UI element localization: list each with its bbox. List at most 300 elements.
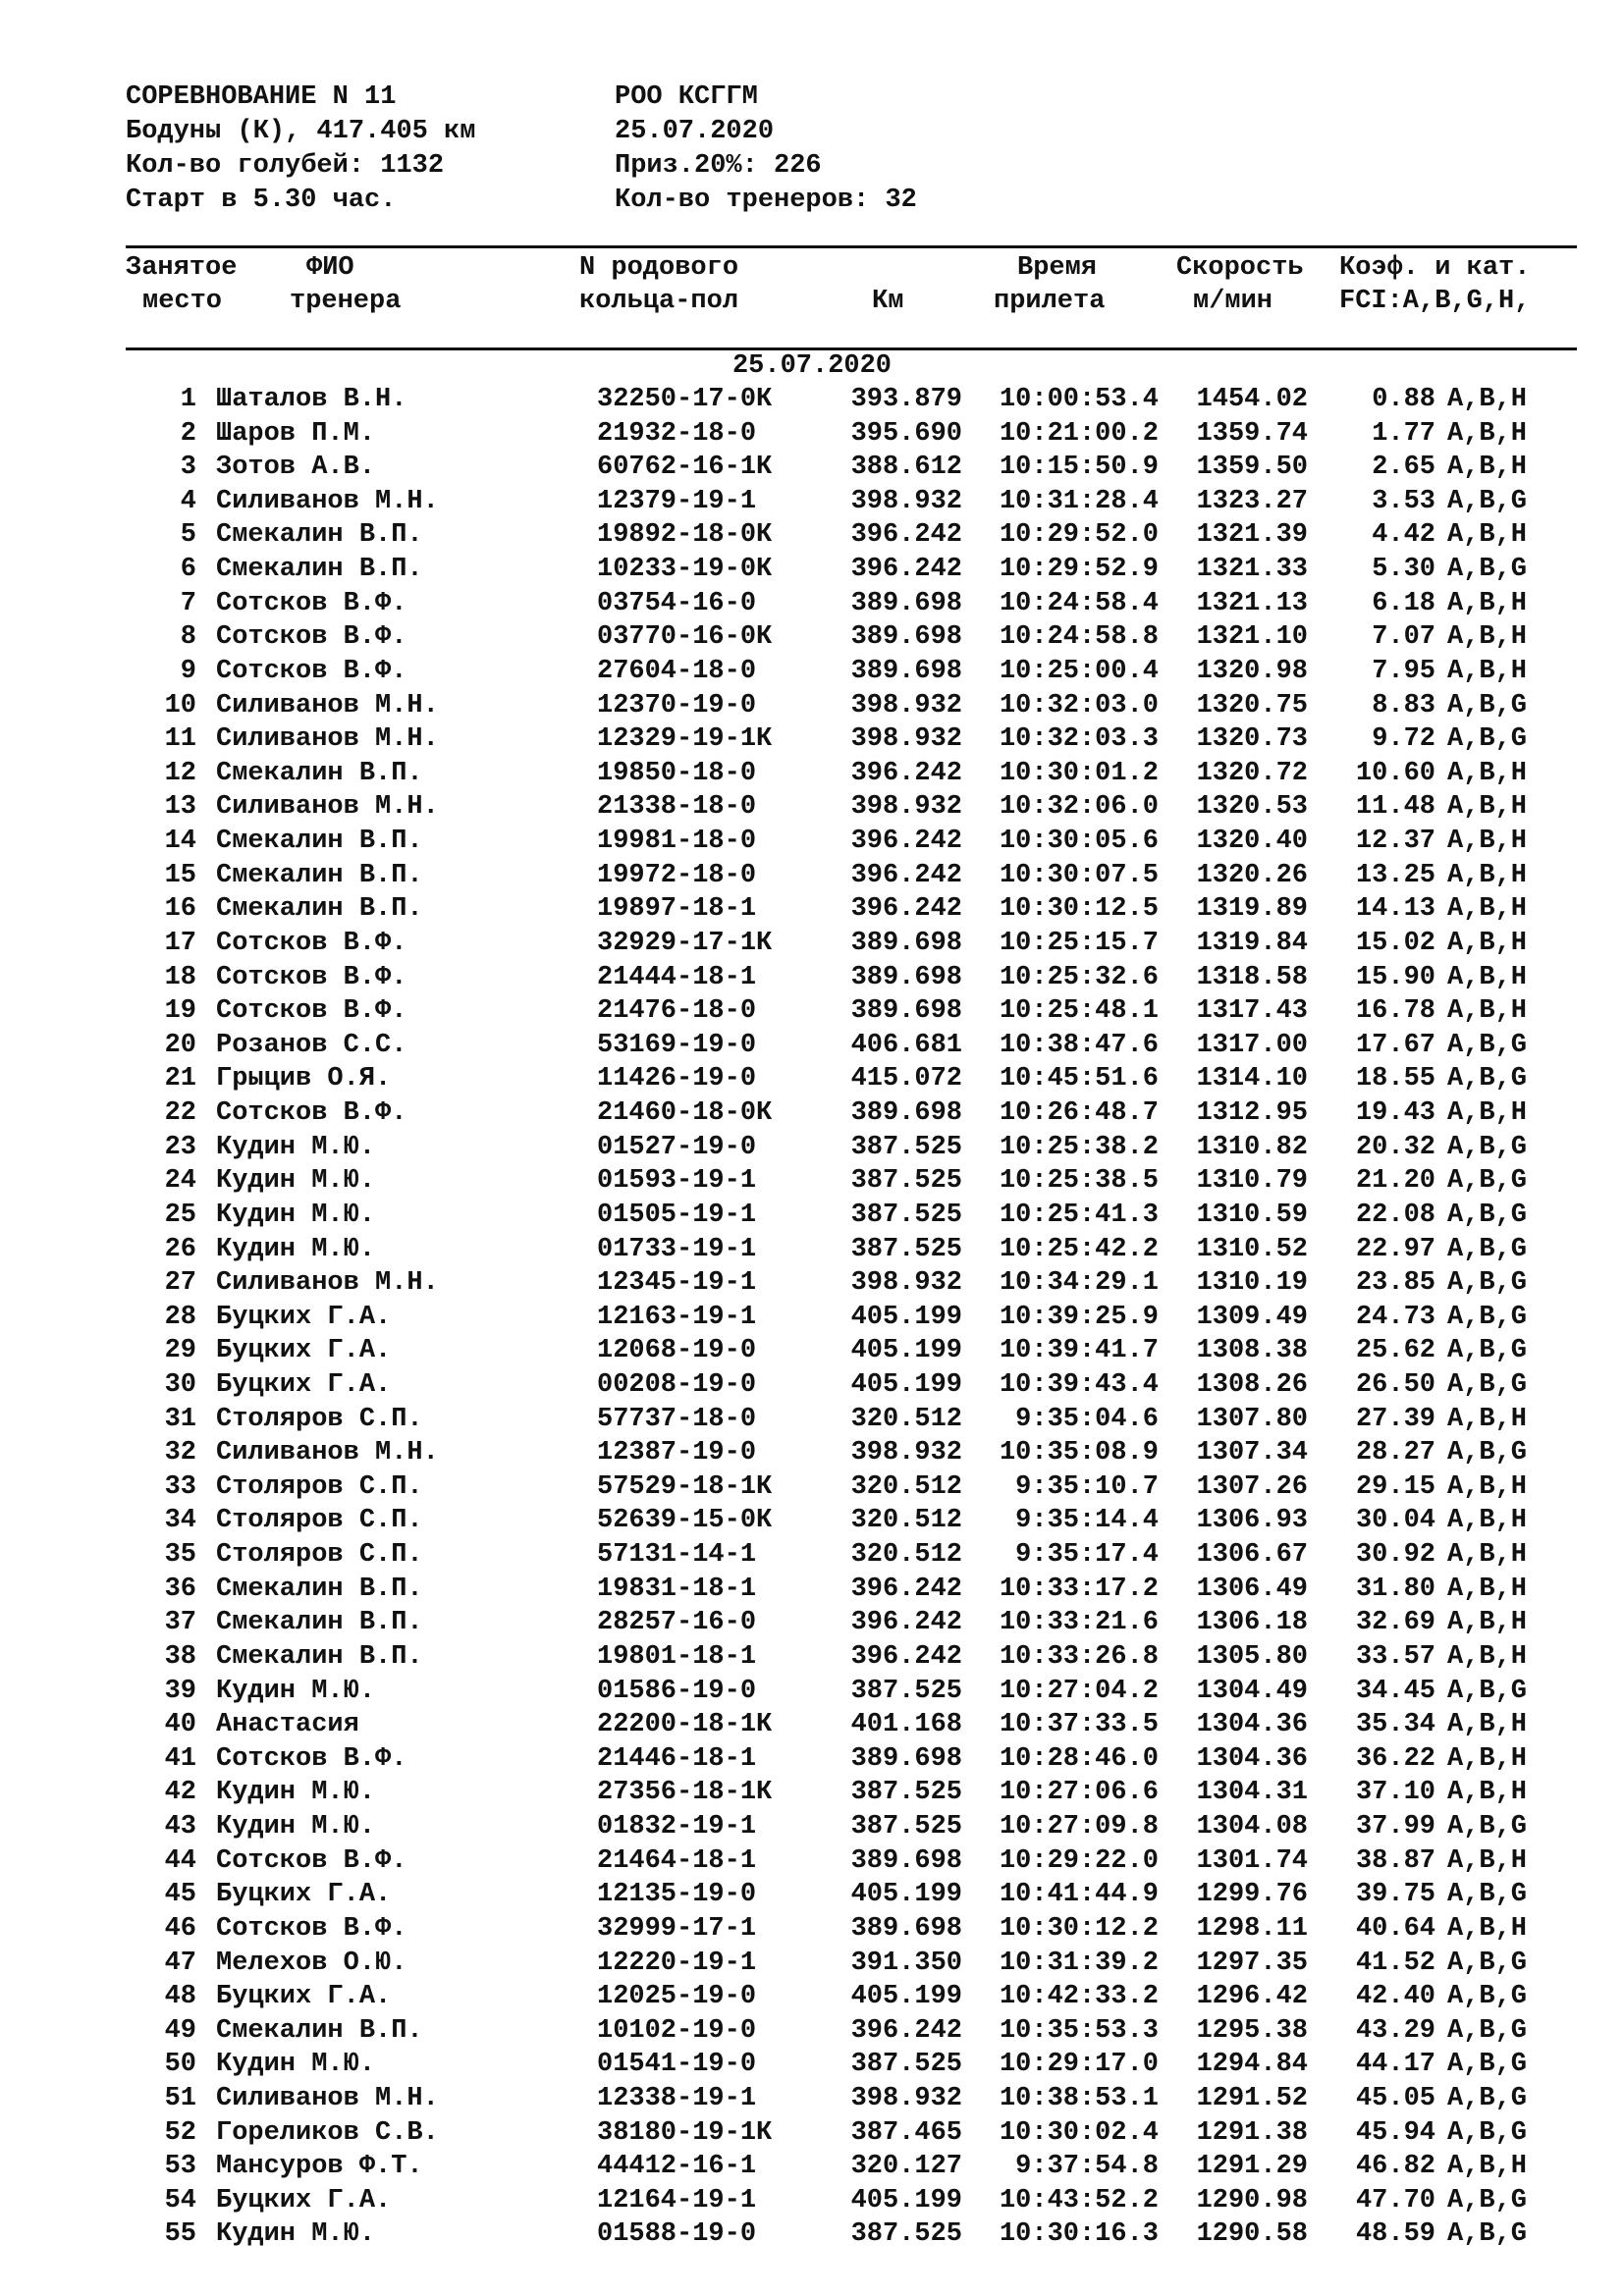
race-date: 25.07.2020 [615, 117, 775, 146]
distance-km-cell: 320.127 [850, 2152, 962, 2182]
place-cell: 19 [164, 996, 196, 1027]
table-row [0, 1470, 1624, 1505]
table-row [0, 961, 1624, 995]
speed-cell: 1320.73 [1196, 724, 1308, 755]
ring-number-cell: 10102-19-0 [597, 2015, 757, 2046]
trainer-name-cell: Смекалин В.П. [216, 1641, 423, 1672]
trainer-name-cell: Мансуров Ф.Т. [216, 2152, 423, 2182]
trainer-name-cell: Смекалин В.П. [216, 2015, 423, 2046]
ring-number-cell: 38180-19-1К [597, 2117, 773, 2148]
place-cell: 30 [164, 1369, 196, 1400]
category-cell: A,B,H [1447, 1641, 1528, 1672]
coefficient-cell: 32.69 [1355, 1608, 1435, 1638]
table-row [0, 994, 1624, 1029]
coefficient-cell: 9.72 [1372, 724, 1435, 755]
category-cell: A,B,H [1447, 622, 1528, 653]
category-cell: A,B,G [1447, 2050, 1528, 2080]
header-time-line2: прилета [994, 287, 1106, 316]
arrival-time-cell: 10:29:22.0 [999, 1845, 1159, 1876]
table-row [0, 2014, 1624, 2049]
table-row [0, 2184, 1624, 2218]
speed-cell: 1320.40 [1196, 827, 1308, 857]
distance-km-cell: 395.690 [850, 418, 962, 449]
trainer-name-cell: Зотов А.В. [216, 453, 376, 483]
ring-number-cell: 12379-19-1 [597, 486, 757, 516]
distance-km-cell: 387.525 [850, 1200, 962, 1230]
category-cell: A,B,H [1447, 928, 1528, 958]
coefficient-cell: 21.20 [1355, 1166, 1435, 1197]
category-cell: A,B,H [1447, 1743, 1528, 1774]
category-cell: A,B,H [1447, 385, 1528, 414]
trainer-name-cell: Кудин М.Ю. [216, 1676, 376, 1706]
trainer-name-cell: Смекалин В.П. [216, 758, 423, 788]
speed-cell: 1301.74 [1196, 1845, 1308, 1876]
arrival-time-cell: 10:38:47.6 [999, 1030, 1159, 1060]
speed-cell: 1321.10 [1196, 622, 1308, 653]
table-row [0, 1301, 1624, 1335]
ring-number-cell: 00208-19-0 [597, 1369, 757, 1400]
ring-number-cell: 01588-19-0 [597, 2219, 757, 2250]
distance-km-cell: 396.242 [850, 894, 962, 925]
distance-km-cell: 389.698 [850, 1743, 962, 1774]
coefficient-cell: 31.80 [1355, 1574, 1435, 1604]
trainer-name-cell: Силиванов М.Н. [216, 792, 439, 823]
ring-number-cell: 53169-19-0 [597, 1030, 757, 1060]
distance-km-cell: 320.512 [850, 1471, 962, 1502]
place-cell: 50 [164, 2050, 196, 2080]
distance-km-cell: 387.525 [850, 2050, 962, 2080]
speed-cell: 1304.08 [1196, 1812, 1308, 1842]
table-row [0, 553, 1624, 587]
arrival-time-cell: 10:33:26.8 [999, 1641, 1159, 1672]
distance-km-cell: 389.698 [850, 1913, 962, 1944]
table-row [0, 1742, 1624, 1777]
speed-cell: 1317.43 [1196, 996, 1308, 1027]
trainer-name-cell: Смекалин В.П. [216, 827, 423, 857]
arrival-time-cell: 10:29:17.0 [999, 2050, 1159, 2080]
header-km: Км [872, 287, 904, 316]
organization-name: РОО КСГГМ [615, 82, 758, 112]
place-cell: 26 [164, 1234, 196, 1264]
pigeon-count: Кол-во голубей: 1132 [126, 151, 445, 181]
coefficient-cell: 37.10 [1355, 1778, 1435, 1808]
ring-number-cell: 21446-18-1 [597, 1743, 757, 1774]
distance-km-cell: 398.932 [850, 690, 962, 721]
trainer-count: Кол-во тренеров: 32 [615, 186, 917, 215]
date-group-label: 25.07.2020 [731, 351, 893, 381]
table-row [0, 1029, 1624, 1063]
trainer-name-cell: Кудин М.Ю. [216, 2050, 376, 2080]
trainer-name-cell: Сотсков В.Ф. [216, 588, 407, 618]
category-cell: A,B,G [1447, 2185, 1528, 2216]
header-place-line1: Занятое [126, 253, 238, 283]
distance-km-cell: 396.242 [850, 860, 962, 890]
arrival-time-cell: 10:42:33.2 [999, 1982, 1159, 2012]
coefficient-cell: 18.55 [1355, 1064, 1435, 1095]
place-cell: 7 [180, 588, 196, 618]
ring-number-cell: 12163-19-1 [597, 1302, 757, 1332]
header-time-line1: Время [1017, 253, 1098, 283]
ring-number-cell: 12025-19-0 [597, 1982, 757, 2012]
place-cell: 10 [164, 690, 196, 721]
place-cell: 37 [164, 1608, 196, 1638]
coefficient-cell: 19.43 [1355, 1098, 1435, 1129]
distance-km-cell: 396.242 [850, 1641, 962, 1672]
place-cell: 24 [164, 1166, 196, 1197]
speed-cell: 1306.49 [1196, 1574, 1308, 1604]
category-cell: A,B,H [1447, 588, 1528, 618]
trainer-name-cell: Столяров С.П. [216, 1471, 423, 1502]
arrival-time-cell: 10:30:07.5 [999, 860, 1159, 890]
table-row [0, 2048, 1624, 2082]
ring-number-cell: 12135-19-0 [597, 1880, 757, 1910]
arrival-time-cell: 10:32:03.0 [999, 690, 1159, 721]
distance-km-cell: 393.879 [850, 385, 962, 414]
coefficient-cell: 22.08 [1355, 1200, 1435, 1230]
trainer-name-cell: Буцких Г.А. [216, 1369, 392, 1400]
speed-cell: 1304.31 [1196, 1778, 1308, 1808]
ring-number-cell: 21464-18-1 [597, 1845, 757, 1876]
trainer-name-cell: Буцких Г.А. [216, 1880, 392, 1910]
trainer-name-cell: Смекалин В.П. [216, 1574, 423, 1604]
coefficient-cell: 3.53 [1372, 486, 1435, 516]
arrival-time-cell: 10:39:41.7 [999, 1336, 1159, 1366]
ring-number-cell: 01586-19-0 [597, 1676, 757, 1706]
category-cell: A,B,H [1447, 453, 1528, 483]
speed-cell: 1304.36 [1196, 1710, 1308, 1740]
ring-number-cell: 19831-18-1 [597, 1574, 757, 1604]
distance-km-cell: 396.242 [850, 1574, 962, 1604]
trainer-name-cell: Гореликов С.В. [216, 2117, 439, 2148]
ring-number-cell: 12329-19-1К [597, 724, 773, 755]
distance-km-cell: 405.199 [850, 1369, 962, 1400]
header-speed-line1: Скорость [1176, 253, 1304, 283]
category-cell: A,B,G [1447, 555, 1528, 585]
table-row [0, 722, 1624, 757]
coefficient-cell: 26.50 [1355, 1369, 1435, 1400]
trainer-name-cell: Силиванов М.Н. [216, 1438, 439, 1468]
arrival-time-cell: 10:30:02.4 [999, 2117, 1159, 2148]
distance-km-cell: 387.525 [850, 1166, 962, 1197]
arrival-time-cell: 10:38:53.1 [999, 2084, 1159, 2113]
distance-km-cell: 387.525 [850, 1132, 962, 1162]
distance-km-cell: 389.698 [850, 996, 962, 1027]
category-cell: A,B,H [1447, 758, 1528, 788]
place-cell: 28 [164, 1302, 196, 1332]
coefficient-cell: 8.83 [1372, 690, 1435, 721]
coefficient-cell: 11.48 [1355, 792, 1435, 823]
table-row [0, 383, 1624, 417]
distance-km-cell: 405.199 [850, 1302, 962, 1332]
table-row [0, 1878, 1624, 1912]
arrival-time-cell: 10:33:21.6 [999, 1608, 1159, 1638]
distance-km-cell: 405.199 [850, 1880, 962, 1910]
place-cell: 51 [164, 2084, 196, 2113]
coefficient-cell: 25.62 [1355, 1336, 1435, 1366]
trainer-name-cell: Кудин М.Ю. [216, 1234, 376, 1264]
trainer-name-cell: Сотсков В.Ф. [216, 996, 407, 1027]
ring-number-cell: 03770-16-0К [597, 622, 773, 653]
table-row [0, 790, 1624, 825]
speed-cell: 1306.93 [1196, 1506, 1308, 1536]
coefficient-cell: 1.77 [1372, 418, 1435, 449]
ring-number-cell: 19981-18-0 [597, 827, 757, 857]
distance-km-cell: 389.698 [850, 1098, 962, 1129]
coefficient-cell: 5.30 [1372, 555, 1435, 585]
ring-number-cell: 57737-18-0 [597, 1404, 757, 1434]
category-cell: A,B,G [1447, 2219, 1528, 2250]
category-cell: A,B,H [1447, 1471, 1528, 1502]
trainer-name-cell: Смекалин В.П. [216, 860, 423, 890]
place-cell: 8 [180, 622, 196, 653]
table-row [0, 1573, 1624, 1607]
table-row [0, 1844, 1624, 1879]
trainer-name-cell: Смекалин В.П. [216, 520, 423, 551]
table-row [0, 1980, 1624, 2014]
distance-km-cell: 389.698 [850, 588, 962, 618]
table-row [0, 1504, 1624, 1538]
place-cell: 22 [164, 1098, 196, 1129]
category-cell: A,B,H [1447, 827, 1528, 857]
trainer-name-cell: Сотсков В.Ф. [216, 1845, 407, 1876]
place-cell: 55 [164, 2219, 196, 2250]
category-cell: A,B,H [1447, 1845, 1528, 1876]
speed-cell: 1310.82 [1196, 1132, 1308, 1162]
coefficient-cell: 7.07 [1372, 622, 1435, 653]
coefficient-cell: 6.18 [1372, 588, 1435, 618]
speed-cell: 1299.76 [1196, 1880, 1308, 1910]
distance-km-cell: 389.698 [850, 928, 962, 958]
distance-km-cell: 320.512 [850, 1506, 962, 1536]
arrival-time-cell: 9:37:54.8 [1015, 2152, 1159, 2182]
coefficient-cell: 47.70 [1355, 2185, 1435, 2216]
table-row [0, 1266, 1624, 1301]
header-coef-line1: Коэф. и кат. [1339, 253, 1531, 283]
trainer-name-cell: Сотсков В.Ф. [216, 1743, 407, 1774]
trainer-name-cell: Кудин М.Ю. [216, 1778, 376, 1808]
arrival-time-cell: 10:30:01.2 [999, 758, 1159, 788]
coefficient-cell: 45.94 [1355, 2117, 1435, 2148]
category-cell: A,B,G [1447, 486, 1528, 516]
coefficient-cell: 12.37 [1355, 827, 1435, 857]
header-speed-line2: м/мин [1193, 287, 1273, 316]
speed-cell: 1312.95 [1196, 1098, 1308, 1129]
table-row [0, 927, 1624, 961]
place-cell: 52 [164, 2117, 196, 2148]
place-cell: 32 [164, 1438, 196, 1468]
speed-cell: 1310.59 [1196, 1200, 1308, 1230]
ring-number-cell: 21338-18-0 [597, 792, 757, 823]
coefficient-cell: 0.88 [1372, 385, 1435, 414]
trainer-name-cell: Сотсков В.Ф. [216, 1913, 407, 1944]
category-cell: A,B,H [1447, 1098, 1528, 1129]
trainer-name-cell: Мелехов О.Ю. [216, 1948, 407, 1978]
header-ring-line1: N родового [579, 253, 739, 283]
table-row [0, 2217, 1624, 2252]
category-cell: A,B,G [1447, 2117, 1528, 2148]
speed-cell: 1309.49 [1196, 1302, 1308, 1332]
place-cell: 31 [164, 1404, 196, 1434]
prize-count: Приз.20%: 226 [615, 151, 822, 181]
arrival-time-cell: 10:30:12.5 [999, 894, 1159, 925]
arrival-time-cell: 10:30:16.3 [999, 2219, 1159, 2250]
coefficient-cell: 4.42 [1372, 520, 1435, 551]
coefficient-cell: 30.92 [1355, 1540, 1435, 1571]
speed-cell: 1321.33 [1196, 555, 1308, 585]
trainer-name-cell: Кудин М.Ю. [216, 1812, 376, 1842]
trainer-name-cell: Силиванов М.Н. [216, 724, 439, 755]
ring-number-cell: 28257-16-0 [597, 1608, 757, 1638]
ring-number-cell: 44412-16-1 [597, 2152, 757, 2182]
distance-km-cell: 415.072 [850, 1064, 962, 1095]
ring-number-cell: 01541-19-0 [597, 2050, 757, 2080]
header-name-line2: тренера [290, 287, 402, 316]
speed-cell: 1294.84 [1196, 2050, 1308, 2080]
distance-km-cell: 391.350 [850, 1948, 962, 1978]
speed-cell: 1290.58 [1196, 2219, 1308, 2250]
speed-cell: 1319.89 [1196, 894, 1308, 925]
trainer-name-cell: Шаталов В.Н. [216, 385, 407, 414]
distance-km-cell: 396.242 [850, 758, 962, 788]
arrival-time-cell: 10:30:05.6 [999, 827, 1159, 857]
trainer-name-cell: Буцких Г.А. [216, 1302, 392, 1332]
speed-cell: 1297.35 [1196, 1948, 1308, 1978]
arrival-time-cell: 10:34:29.1 [999, 1268, 1159, 1299]
coefficient-cell: 24.73 [1355, 1302, 1435, 1332]
coefficient-cell: 20.32 [1355, 1132, 1435, 1162]
race-point-distance: Бодуны (К), 417.405 км [126, 117, 476, 146]
trainer-name-cell: Кудин М.Ю. [216, 1200, 376, 1230]
trainer-name-cell: Смекалин В.П. [216, 1608, 423, 1638]
coefficient-cell: 34.45 [1355, 1676, 1435, 1706]
table-row [0, 859, 1624, 893]
coefficient-cell: 43.29 [1355, 2015, 1435, 2046]
place-cell: 41 [164, 1743, 196, 1774]
arrival-time-cell: 10:28:46.0 [999, 1743, 1159, 1774]
coefficient-cell: 23.85 [1355, 1268, 1435, 1299]
distance-km-cell: 387.525 [850, 1676, 962, 1706]
trainer-name-cell: Смекалин В.П. [216, 555, 423, 585]
coefficient-cell: 48.59 [1355, 2219, 1435, 2250]
speed-cell: 1359.74 [1196, 418, 1308, 449]
speed-cell: 1321.39 [1196, 520, 1308, 551]
table-row [0, 1164, 1624, 1199]
table-row [0, 892, 1624, 927]
speed-cell: 1320.26 [1196, 860, 1308, 890]
place-cell: 1 [180, 385, 196, 414]
distance-km-cell: 396.242 [850, 1608, 962, 1638]
arrival-time-cell: 10:27:06.6 [999, 1778, 1159, 1808]
category-cell: A,B,G [1447, 1948, 1528, 1978]
arrival-time-cell: 10:21:00.2 [999, 418, 1159, 449]
coefficient-cell: 10.60 [1355, 758, 1435, 788]
coefficient-cell: 37.99 [1355, 1812, 1435, 1842]
table-row [0, 1334, 1624, 1368]
place-cell: 45 [164, 1880, 196, 1910]
ring-number-cell: 21932-18-0 [597, 418, 757, 449]
arrival-time-cell: 10:32:06.0 [999, 792, 1159, 823]
speed-cell: 1295.38 [1196, 2015, 1308, 2046]
distance-km-cell: 387.525 [850, 1812, 962, 1842]
distance-km-cell: 405.199 [850, 1336, 962, 1366]
category-cell: A,B,G [1447, 1166, 1528, 1197]
category-cell: A,B,H [1447, 1506, 1528, 1536]
trainer-name-cell: Сотсков В.Ф. [216, 928, 407, 958]
distance-km-cell: 405.199 [850, 2185, 962, 2216]
trainer-name-cell: Анастасия [216, 1710, 359, 1740]
category-cell: A,B,G [1447, 1880, 1528, 1910]
speed-cell: 1308.38 [1196, 1336, 1308, 1366]
arrival-time-cell: 10:45:51.6 [999, 1064, 1159, 1095]
table-row [0, 518, 1624, 553]
category-cell: A,B,H [1447, 1913, 1528, 1944]
place-cell: 3 [180, 453, 196, 483]
category-cell: A,B,G [1447, 1234, 1528, 1264]
arrival-time-cell: 10:25:42.2 [999, 1234, 1159, 1264]
place-cell: 5 [180, 520, 196, 551]
trainer-name-cell: Розанов С.С. [216, 1030, 407, 1060]
trainer-name-cell: Сотсков В.Ф. [216, 962, 407, 992]
category-cell: A,B,G [1447, 1336, 1528, 1366]
speed-cell: 1291.38 [1196, 2117, 1308, 2148]
coefficient-cell: 30.04 [1355, 1506, 1435, 1536]
speed-cell: 1307.34 [1196, 1438, 1308, 1468]
trainer-name-cell: Кудин М.Ю. [216, 2219, 376, 2250]
ring-number-cell: 01832-19-1 [597, 1812, 757, 1842]
speed-cell: 1306.18 [1196, 1608, 1308, 1638]
distance-km-cell: 389.698 [850, 962, 962, 992]
place-cell: 27 [164, 1268, 196, 1299]
coefficient-cell: 17.67 [1355, 1030, 1435, 1060]
ring-number-cell: 10233-19-0К [597, 555, 773, 585]
ring-number-cell: 03754-16-0 [597, 588, 757, 618]
trainer-name-cell: Шаров П.М. [216, 418, 376, 449]
table-row [0, 2082, 1624, 2116]
place-cell: 11 [164, 724, 196, 755]
trainer-name-cell: Буцких Г.А. [216, 1982, 392, 2012]
arrival-time-cell: 10:27:04.2 [999, 1676, 1159, 1706]
category-cell: A,B,H [1447, 996, 1528, 1027]
category-cell: A,B,G [1447, 1982, 1528, 2012]
category-cell: A,B,G [1447, 690, 1528, 721]
place-cell: 40 [164, 1710, 196, 1740]
ring-number-cell: 01527-19-0 [597, 1132, 757, 1162]
place-cell: 6 [180, 555, 196, 585]
category-cell: A,B,H [1447, 1608, 1528, 1638]
trainer-name-cell: Кудин М.Ю. [216, 1132, 376, 1162]
speed-cell: 1317.00 [1196, 1030, 1308, 1060]
ring-number-cell: 01593-19-1 [597, 1166, 757, 1197]
place-cell: 13 [164, 792, 196, 823]
arrival-time-cell: 10:30:12.2 [999, 1913, 1159, 1944]
speed-cell: 1290.98 [1196, 2185, 1308, 2216]
distance-km-cell: 406.681 [850, 1030, 962, 1060]
arrival-time-cell: 10:25:38.2 [999, 1132, 1159, 1162]
table-row [0, 689, 1624, 723]
category-cell: A,B,G [1447, 1438, 1528, 1468]
distance-km-cell: 389.698 [850, 622, 962, 653]
coefficient-cell: 22.97 [1355, 1234, 1435, 1264]
arrival-time-cell: 10:25:38.5 [999, 1166, 1159, 1197]
distance-km-cell: 398.932 [850, 792, 962, 823]
category-cell: A,B,G [1447, 1030, 1528, 1060]
ring-number-cell: 19892-18-0К [597, 520, 773, 551]
table-row [0, 1947, 1624, 1981]
table-row [0, 417, 1624, 452]
distance-km-cell: 405.199 [850, 1982, 962, 2012]
trainer-name-cell: Силиванов М.Н. [216, 2084, 439, 2113]
table-row [0, 1776, 1624, 1810]
